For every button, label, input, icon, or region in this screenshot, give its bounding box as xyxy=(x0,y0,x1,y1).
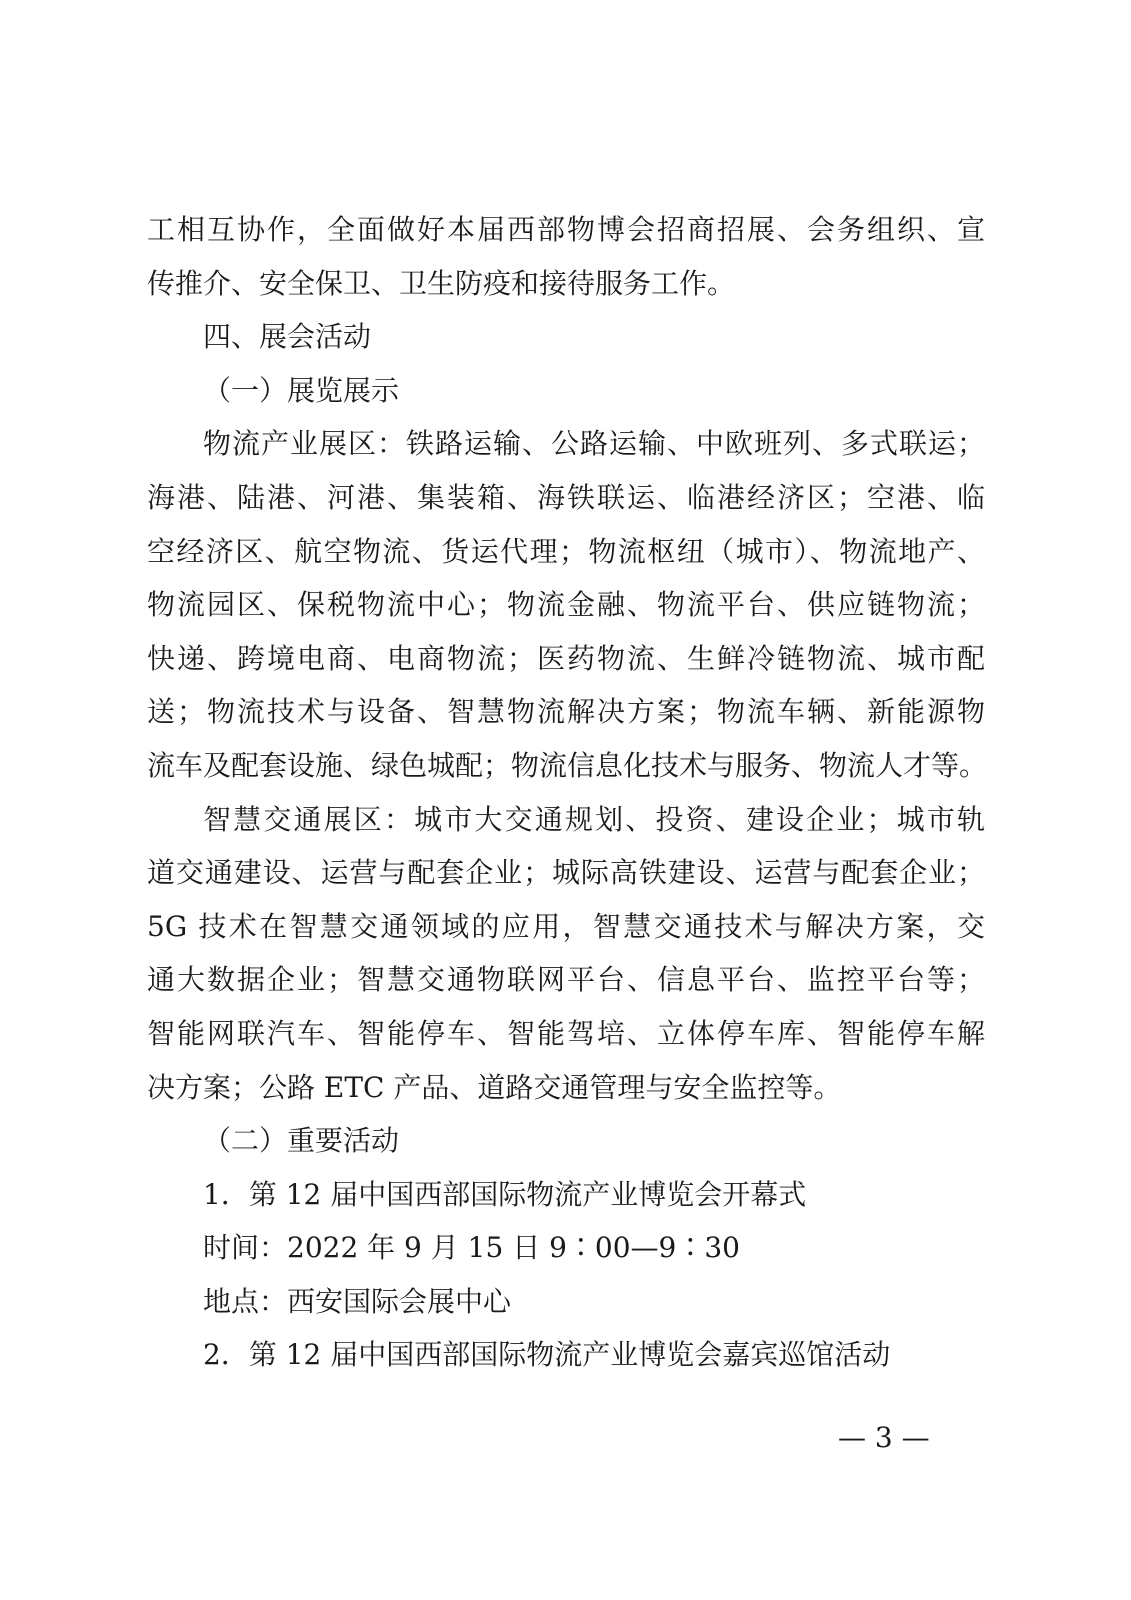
activity-title: 2．第 12 届中国西部国际物流产业博览会嘉宾巡馆活动 xyxy=(203,1338,891,1372)
paragraph-line: 传推介、安全保卫、卫生防疫和接待服务工作。 xyxy=(147,266,736,300)
paragraph-line: 送；物流技术与设备、智慧物流解决方案；物流车辆、新能源物 xyxy=(147,695,985,729)
activity-place: 地点：西安国际会展中心 xyxy=(203,1284,512,1318)
paragraph-line: 智慧交通展区：城市大交通规划、投资、建设企业；城市轨 xyxy=(203,802,985,836)
paragraph-line: 海港、陆港、河港、集装箱、海铁联运、临港经济区；空港、临 xyxy=(147,480,985,514)
paragraph-line: 工相互协作，全面做好本届西部物博会招商招展、会务组织、宣 xyxy=(147,213,985,246)
subsection-heading: （一）展览展示 xyxy=(203,373,400,407)
paragraph-line: 决方案；公路 ETC 产品、道路交通管理与安全监控等。 xyxy=(147,1070,842,1104)
paragraph-line: 空经济区、航空物流、货运代理；物流枢纽（城市）、物流地产、 xyxy=(147,534,985,568)
page-number: — 3 — xyxy=(838,1421,930,1454)
document-body xyxy=(147,203,988,1382)
paragraph-line: 道交通建设、运营与配套企业；城际高铁建设、运营与配套企业； xyxy=(147,856,985,890)
section-heading: 四、展会活动 xyxy=(203,320,372,354)
paragraph-line: 快递、跨境电商、电商物流；医药物流、生鲜冷链物流、城市配 xyxy=(147,641,985,675)
paragraph-line: 通大数据企业；智慧交通物联网平台、信息平台、监控平台等； xyxy=(147,963,985,997)
paragraph-line: 流车及配套设施、绿色城配；物流信息化技术与服务、物流人才等。 xyxy=(147,748,988,782)
activity-time: 时间：2022 年 9 月 15 日 9∶00—9∶30 xyxy=(203,1231,740,1265)
paragraph-line: 5G 技术在智慧交通领域的应用，智慧交通技术与解决方案，交 xyxy=(147,909,985,943)
paragraph-line: 物流产业展区：铁路运输、公路运输、中欧班列、多式联运； xyxy=(203,427,985,461)
subsection-heading: （二）重要活动 xyxy=(203,1124,400,1158)
paragraph-line: 智能网联汽车、智能停车、智能驾培、立体停车库、智能停车解 xyxy=(147,1016,985,1050)
paragraph-line: 物流园区、保税物流中心；物流金融、物流平台、供应链物流； xyxy=(147,588,985,622)
activity-title: 1．第 12 届中国西部国际物流产业博览会开幕式 xyxy=(203,1177,807,1211)
